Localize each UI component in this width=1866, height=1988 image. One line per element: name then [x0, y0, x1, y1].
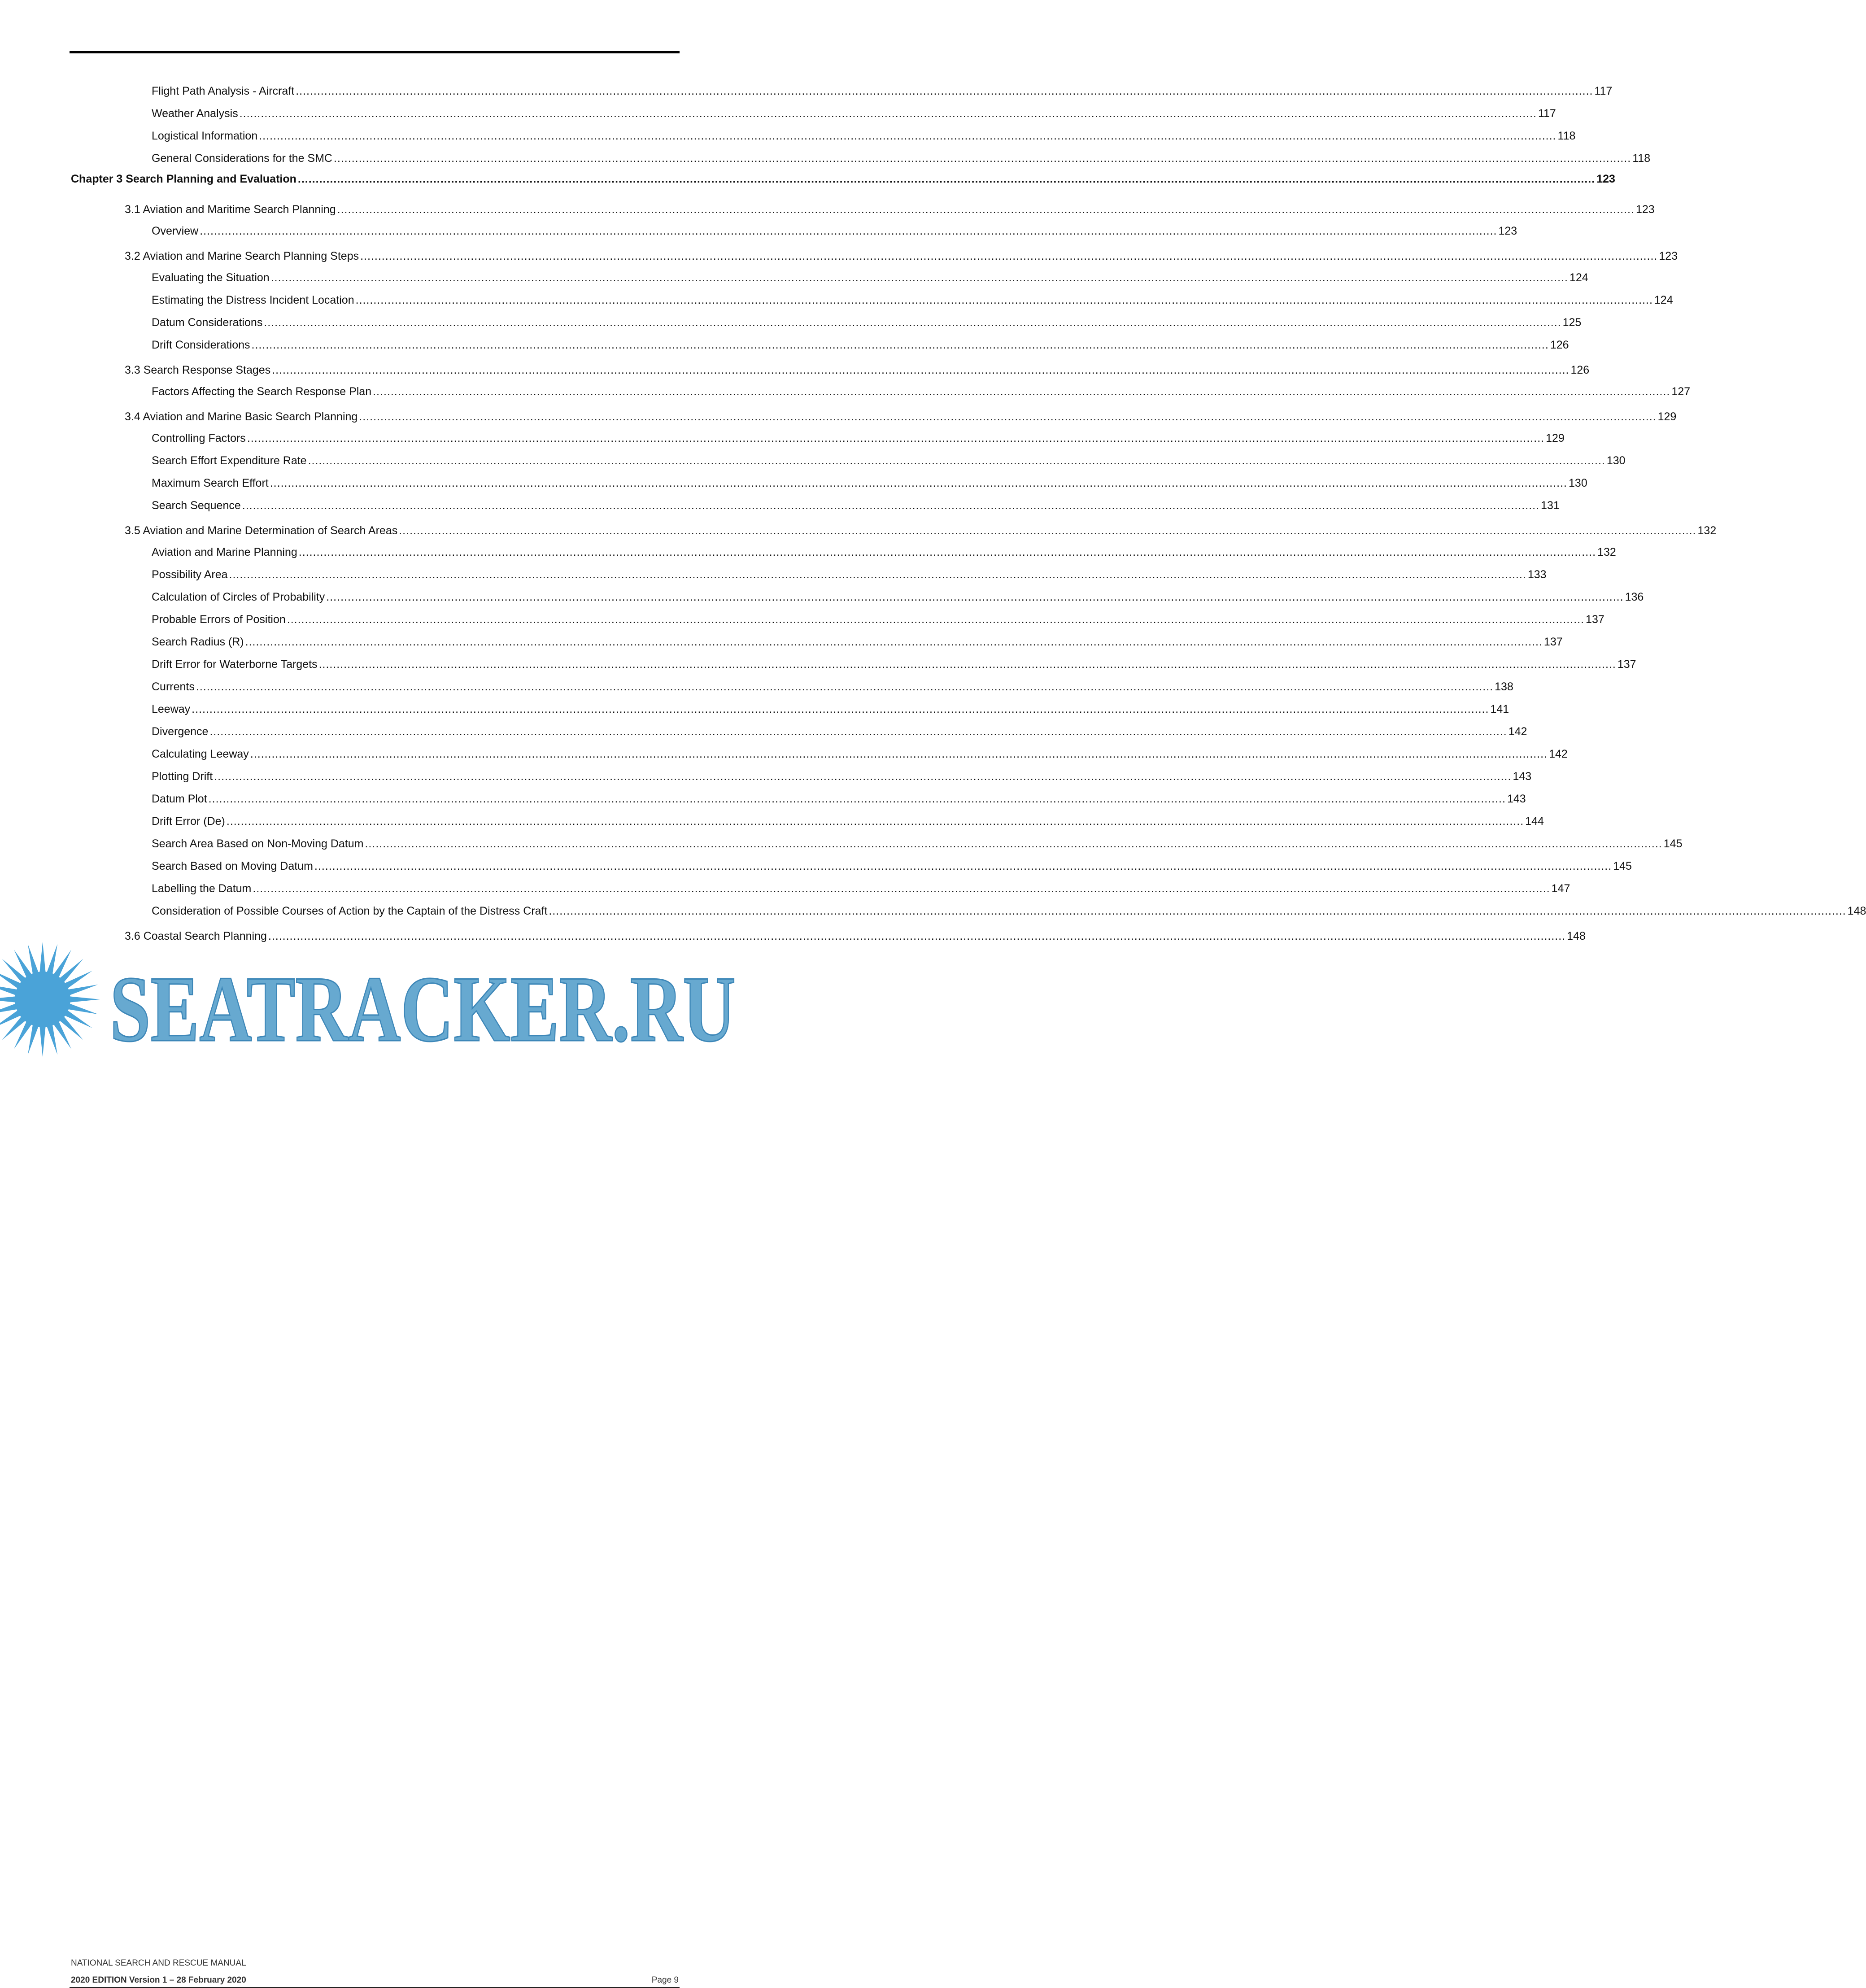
toc-entry-title: Search Area Based on Non-Moving Datum [152, 837, 364, 850]
toc-entry[interactable] [152, 270, 1588, 285]
toc-entry-title: Search Effort Expenditure Rate [152, 454, 307, 467]
toc-entry-page: 131 [1541, 499, 1560, 512]
toc-entry-title: Aviation and Marine Planning [152, 546, 297, 558]
toc-leader-dots [209, 724, 1507, 739]
toc-entry-title: Search Sequence [152, 499, 241, 512]
toc-entry-title: 3.5 Aviation and Marine Determination of Search Areas [125, 524, 398, 537]
toc-entry[interactable] [152, 859, 1632, 873]
toc-entry[interactable] [152, 747, 1568, 761]
toc-entry-title: Overview [152, 225, 199, 237]
toc-entry[interactable] [152, 129, 1576, 143]
toc-entry-title: Datum Plot [152, 793, 207, 805]
toc-entry[interactable] [152, 881, 1570, 896]
toc-entry-page: 144 [1525, 815, 1544, 828]
toc-entry-page: 125 [1562, 316, 1582, 329]
toc-entry-page: 142 [1508, 725, 1527, 738]
toc-leader-dots [229, 567, 1526, 582]
toc-entry-title: 3.6 Coastal Search Planning [125, 930, 267, 942]
toc-leader-dots [247, 431, 1544, 445]
toc-entry-page: 132 [1597, 546, 1616, 558]
toc-entry-title: 3.1 Aviation and Maritime Search Planning [125, 203, 336, 216]
toc-entry-page: 132 [1697, 524, 1717, 537]
toc-entry[interactable] [152, 724, 1527, 739]
toc-leader-dots [242, 498, 1539, 513]
toc-entry[interactable] [152, 84, 1613, 98]
toc-entry[interactable] [152, 384, 1691, 399]
toc-leader-dots [240, 106, 1537, 121]
toc-entry-title: 3.2 Aviation and Marine Search Planning Steps [125, 250, 359, 262]
toc-entry-page: 141 [1490, 703, 1509, 715]
toc-leader-dots [259, 129, 1556, 143]
toc-entry-page: 145 [1663, 837, 1683, 850]
toc-leader-dots [360, 249, 1657, 263]
toc-entry[interactable] [152, 453, 1626, 468]
toc-entry[interactable] [152, 837, 1683, 851]
toc-entry[interactable] [152, 702, 1509, 716]
watermark-text: SEATRACKER.RU [110, 957, 736, 1061]
toc-leader-dots [296, 84, 1593, 98]
toc-leader-dots [271, 270, 1568, 285]
toc-entry[interactable] [152, 657, 1636, 671]
toc-entry-page: 117 [1594, 85, 1613, 97]
toc-leader-dots [549, 904, 1846, 918]
toc-entry-page: 129 [1546, 432, 1565, 445]
toc-entry-title: Labelling the Datum [152, 882, 252, 895]
toc-entry-page: 148 [1567, 930, 1586, 942]
toc-leader-dots [264, 315, 1561, 330]
toc-entry-page: 138 [1495, 680, 1513, 693]
toc-leader-dots [373, 384, 1670, 399]
toc-entry-page: 117 [1538, 107, 1556, 120]
toc-entry-title: Calculation of Circles of Probability [152, 591, 325, 603]
footer-page-number: Page 9 [651, 1975, 679, 1985]
toc-leader-dots [250, 747, 1548, 761]
toc-entry-page: 123 [1659, 250, 1678, 262]
toc-leader-dots [196, 680, 1493, 694]
toc-entry-page: 143 [1513, 770, 1532, 783]
toc-entry-page: 130 [1569, 477, 1587, 489]
toc-leader-dots [287, 612, 1584, 627]
toc-leader-dots [299, 545, 1596, 559]
toc-entry[interactable] [152, 792, 1526, 806]
table-of-contents [0, 0, 1866, 978]
toc-entry[interactable] [125, 202, 1655, 217]
toc-leader-dots [399, 523, 1696, 538]
toc-entry-title: Drift Error (De) [152, 815, 225, 828]
toc-entry-title: Evaluating the Situation [152, 271, 270, 284]
toc-leader-dots [314, 859, 1612, 873]
toc-entry[interactable] [152, 106, 1556, 121]
toc-entry-title: Factors Affecting the Search Response Plan [152, 385, 372, 398]
toc-entry-page: 147 [1551, 882, 1570, 895]
toc-leader-dots [272, 363, 1569, 377]
toc-entry-title: Logistical Information [152, 130, 258, 142]
toc-leader-dots [334, 151, 1631, 166]
toc-entry[interactable] [152, 293, 1673, 307]
toc-entry-page: 118 [1632, 152, 1651, 165]
toc-entry[interactable] [152, 338, 1569, 352]
toc-entry[interactable] [152, 567, 1547, 582]
toc-leader-dots [214, 769, 1511, 784]
toc-entry-title: Possibility Area [152, 568, 228, 581]
toc-leader-dots [365, 837, 1662, 851]
toc-entry[interactable] [152, 769, 1532, 784]
page-footer [0, 978, 742, 1985]
toc-entry-title: Controlling Factors [152, 432, 246, 445]
toc-entry-page: 123 [1596, 173, 1615, 185]
toc-entry-page: 126 [1550, 339, 1569, 351]
toc-entry-title: Search Radius (R) [152, 636, 244, 648]
toc-leader-dots [337, 202, 1635, 217]
footer-edition: 2020 EDITION Version 1 – 28 February 2020 [71, 1975, 246, 1985]
toc-entry-page: 130 [1606, 454, 1626, 467]
toc-entry-page: 142 [1549, 748, 1568, 760]
toc-entry[interactable] [152, 612, 1604, 627]
toc-entry-page: 148 [1847, 905, 1866, 917]
toc-entry[interactable] [152, 635, 1563, 649]
toc-leader-dots [298, 172, 1595, 186]
toc-entry-page: 136 [1625, 591, 1644, 603]
toc-entry[interactable] [152, 590, 1644, 604]
toc-entry-title: 3.3 Search Response Stages [125, 364, 271, 376]
toc-leader-dots [356, 293, 1653, 307]
toc-entry[interactable] [125, 363, 1590, 377]
toc-entry-page: 145 [1613, 860, 1632, 872]
toc-entry-title: Chapter 3 Search Planning and Evaluation [71, 173, 296, 185]
toc-leader-dots [192, 702, 1489, 716]
toc-entry[interactable] [152, 151, 1651, 166]
toc-entry[interactable] [152, 814, 1544, 828]
toc-leader-dots [326, 590, 1623, 604]
toc-entry[interactable] [125, 410, 1677, 424]
toc-entry-title: Probable Errors of Position [152, 613, 286, 626]
toc-leader-dots [200, 224, 1497, 238]
toc-entry-title: Leeway [152, 703, 191, 715]
toc-entry-title: Weather Analysis [152, 107, 238, 120]
toc-leader-dots [227, 814, 1524, 828]
toc-entry-page: 118 [1557, 130, 1576, 142]
toc-entry-page: 129 [1657, 410, 1677, 423]
toc-entry-page: 124 [1654, 294, 1673, 306]
toc-leader-dots [253, 881, 1550, 896]
footer-manual-title: NATIONAL SEARCH AND RESCUE MANUAL [71, 1958, 246, 1968]
toc-entry[interactable] [125, 249, 1678, 263]
toc-entry[interactable] [152, 498, 1560, 513]
toc-entry-title: Divergence [152, 725, 209, 738]
toc-entry-title: Datum Considerations [152, 316, 263, 329]
toc-entry-title: Drift Considerations [152, 339, 250, 351]
toc-entry-title: Estimating the Distress Incident Location [152, 294, 354, 306]
toc-entry-title: Plotting Drift [152, 770, 213, 783]
toc-entry-page: 123 [1498, 225, 1517, 237]
toc-entry[interactable] [152, 545, 1616, 559]
toc-entry[interactable] [152, 224, 1517, 238]
toc-entry-title: Consideration of Possible Courses of Action by the Captain of the Distress Craft [152, 905, 548, 917]
toc-entry-page: 123 [1635, 203, 1655, 216]
toc-entry-title: General Considerations for the SMC [152, 152, 332, 165]
toc-entry-page: 126 [1570, 364, 1590, 376]
toc-leader-dots [319, 657, 1616, 671]
toc-entry-title: Maximum Search Effort [152, 477, 269, 489]
toc-entry[interactable] [152, 680, 1513, 694]
toc-entry[interactable] [125, 523, 1717, 538]
toc-entry-title: Drift Error for Waterborne Targets [152, 658, 318, 671]
toc-entry-page: 133 [1527, 568, 1547, 581]
toc-entry-page: 137 [1543, 636, 1563, 648]
toc-entry[interactable] [71, 172, 1615, 186]
toc-entry-title: Currents [152, 680, 195, 693]
toc-entry-page: 127 [1671, 385, 1691, 398]
toc-leader-dots [270, 476, 1567, 490]
toc-entry[interactable] [152, 431, 1565, 445]
toc-leader-dots [308, 453, 1605, 468]
toc-entry-page: 143 [1507, 793, 1526, 805]
toc-leader-dots [245, 635, 1543, 649]
toc-entry[interactable] [152, 476, 1587, 490]
toc-entry[interactable] [152, 315, 1582, 330]
toc-entry-title: Search Based on Moving Datum [152, 860, 313, 872]
toc-leader-dots [209, 792, 1506, 806]
toc-entry-page: 124 [1569, 271, 1588, 284]
toc-entry-page: 137 [1617, 658, 1636, 671]
toc-entry-page: 137 [1586, 613, 1604, 626]
toc-leader-dots [359, 410, 1656, 424]
toc-leader-dots [252, 338, 1549, 352]
toc-entry-title: Flight Path Analysis - Aircraft [152, 85, 295, 97]
toc-entry[interactable] [152, 904, 1866, 918]
toc-entry-title: 3.4 Aviation and Marine Basic Search Planning [125, 410, 358, 423]
toc-entry-title: Calculating Leeway [152, 748, 249, 760]
